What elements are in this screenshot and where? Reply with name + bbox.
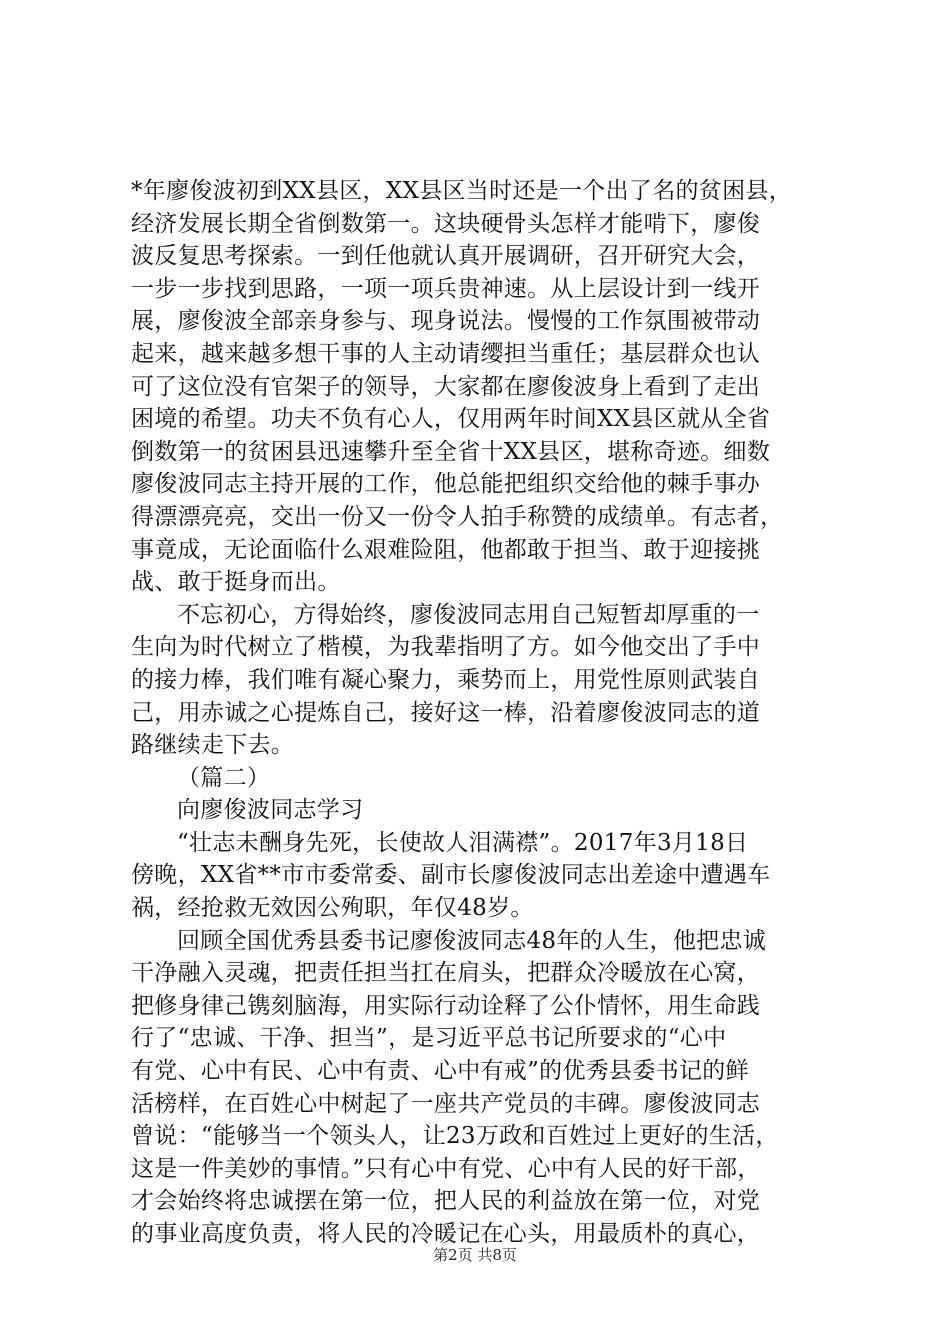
paragraph-line: 困境的希望。功夫不负有心人，仅用两年时间XX县区就从全省	[131, 406, 771, 433]
paragraph-line: 曾说：“能够当一个领头人，让23万政和百姓过上更好的生活，	[131, 1123, 779, 1150]
paragraph-line: 把修身律己镌刻脑海，用实际行动诠释了公仆情怀，用生命践	[131, 992, 761, 1019]
paragraph-line: 傍晚，XX省**市市委常委、副市长廖俊波同志出差途中遭遇车	[131, 862, 771, 889]
paragraph-line: 波反复思考探索。一到任他就认真开展调研，召开研究大会，	[131, 243, 761, 270]
paragraph-line: 一步一步找到思路，一项一项兵贵神速。从上层设计到一线开	[131, 275, 761, 302]
paragraph-line: “壮志未酬身先死，长使故人泪满襟”。2017年3月18日	[177, 829, 749, 856]
paragraph-line: 事竟成，无论面临什么艰难险阻，他都敢于担当、敢于迎接挑	[131, 536, 761, 563]
paragraph-line: 行了“忠诚、干净、担当”，是习近平总书记所要求的“心中	[131, 1025, 727, 1052]
paragraph-line: 回顾全国优秀县委书记廖俊波同志48年的人生，他把忠诚	[177, 927, 767, 954]
paragraph-line: *年廖俊波初到XX县区，XX县区当时还是一个出了名的贫困县，	[131, 178, 792, 204]
document-body	[131, 175, 831, 1251]
paragraph-line: 可了这位没有官架子的领导，大家都在廖俊波身上看到了走出	[131, 373, 761, 400]
paragraph-line: 祸，经抢救无效因公殉职，年仅48岁。	[131, 895, 534, 922]
paragraph-line: 这是一件美妙的事情。”只有心中有党、心中有人民的好干部，	[131, 1155, 761, 1182]
paragraph-line: 才会始终将忠诚摆在第一位，把人民的利益放在第一位，对党	[131, 1188, 761, 1215]
paragraph-line: 干净融入灵魂，把责任担当扛在肩头，把群众冷暖放在心窝，	[131, 960, 761, 987]
paragraph-line: 倒数第一的贫困县迅速攀升至全省十XX县区，堪称奇迹。细数	[131, 438, 771, 465]
paragraph-line: 展，廖俊波全部亲身参与、现身说法。慢慢的工作氛围被带动	[131, 308, 761, 335]
paragraph-line: 的事业高度负责，将人民的冷暖记在心头，用最质朴的真心，	[131, 1221, 761, 1247]
paragraph-line: 廖俊波同志主持开展的工作，他总能把组织交给他的棘手事办	[131, 471, 761, 498]
paragraph-line: 有党、心中有民、心中有责、心中有戒”的优秀县委书记的鲜	[131, 1058, 749, 1085]
paragraph-line: 的接力棒，我们唯有凝心聚力，乘势而上，用党性原则武装自	[131, 666, 761, 693]
paragraph-line: 生向为时代树立了楷模，为我辈指明了方。如今他交出了手中	[131, 634, 761, 661]
paragraph-line: 路继续走下去。	[131, 732, 295, 759]
page-number: 第2页 共8页	[433, 1246, 517, 1264]
paragraph-line: 不忘初心，方得始终，廖俊波同志用自己短暂却厚重的一	[177, 601, 760, 628]
paragraph-line: 战、敢于挺身而出。	[131, 569, 341, 596]
paragraph-line: 己，用赤诚之心提炼自己，接好这一棒，沿着廖俊波同志的道	[131, 699, 761, 726]
paragraph-line: 得漂漂亮亮，交出一份又一份令人拍手称赞的成绩单。有志者，	[131, 503, 784, 530]
section-title: 向廖俊波同志学习	[177, 797, 364, 824]
paragraph-line: 活榜样，在百姓心中树起了一座共产党员的丰碑。廖俊波同志	[131, 1090, 761, 1117]
section-label: （篇二）	[177, 764, 271, 791]
paragraph-line: 经济发展长期全省倒数第一。这块硬骨头怎样才能啃下，廖俊	[131, 210, 761, 237]
paragraph-line: 起来，越来越多想干事的人主动请缨担当重任；基层群众也认	[131, 340, 761, 367]
